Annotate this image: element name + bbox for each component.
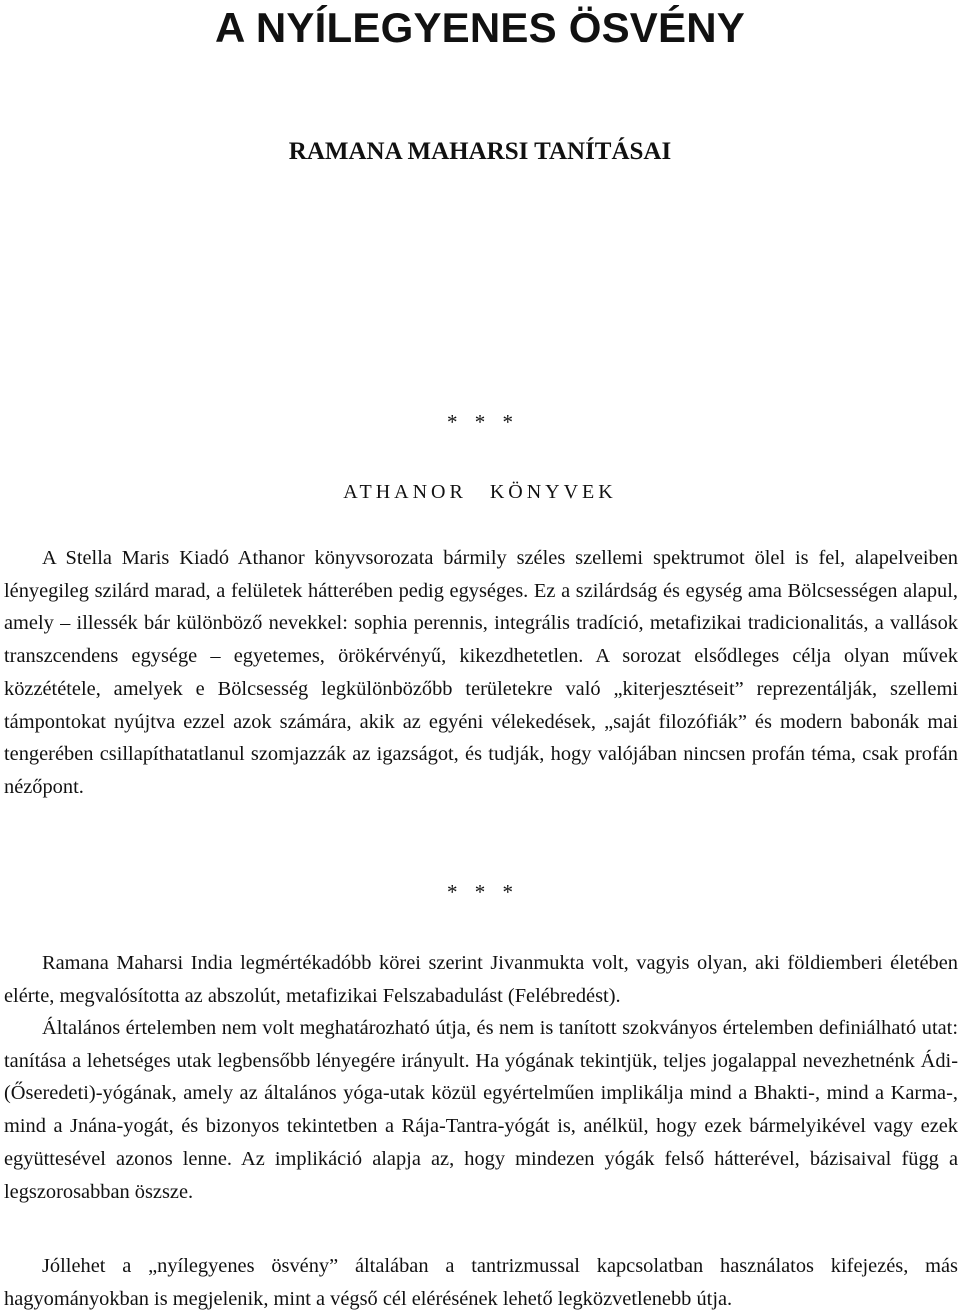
body-paragraph: Ramana Maharsi India legmértékadóbb körei szerint Jivanmukta volt, vagyis olyan, aki földiemberi életében elérte, megvalósította az abszolút, metafizikai Felszabadulást (Felébredést). bbox=[4, 952, 958, 1007]
series-description-paragraph: A Stella Maris Kiadó Athanor könyvsorozata bármily széles szellemi spektrumot ölel is fel, alapelveiben lényegileg szilárd marad, a felületek hátterében pedig egységes. Ez a szilárdság és egység ama Bölcsességen alapul, amely – illessék bár különböző nevekkel: sophia perennis, integrális tradíció, metafizikai tradicionalitás, a vallások transzcendens egysége – egyetemes, örökérvényű, kikezdhetetlen. A sorozat elsődleges célja olyan művek közzététele, amelyek e Bölcsesség legkülönbözőbb területekre való „kiterjesztéseit” reprezentálják, szellemi támpontokat nyújtva ezzel azok számára, akik az egyéni vélekedések, „saját filozófiák” és modern babonák mai tengerében csillapíthatatlanul szomjazzák az igazságot, és tudják, hogy valójában nincsen profán téma, csak profán nézőpont. bbox=[4, 547, 958, 798]
body-paragraph: Jóllehet a „nyílegyenes ösvény” általában a tantrizmussal kapcsolatban használatos kifejezés, más hagyományokban is megjelenik, mint a végső cél elérésének lehető legközvetlenebb útja. bbox=[4, 1255, 958, 1310]
section-separator: * * * bbox=[447, 880, 513, 904]
body-paragraph: Általános értelemben nem volt meghatározható útja, és nem is tanított szokványos értelemben definiálható utat: tanítása a lehetséges utak legbensőbb lényegére irányult. Ha yógának tekintjük, teljes jogalappal nevezhetnénk Ádi-(Őseredeti)-yógának, amely az általános yóga-utak közül egyértelműen implikálja mind a Bhakti-, mind a Karma-, mind a Jnána-yogát, és bizonyos tekintetben a Rája-Tantra-yógát is, anélkül, hogy ezek bármelyikével vagy ezek együttesével azonos lenne. Az implikáció alapja az, hogy mindezen yógák felső hátterével, bázisaival függ a legszorosabban öszsze. bbox=[4, 1017, 958, 1203]
section-separator: * * * bbox=[447, 410, 513, 434]
book-title: A NYÍLEGYENES ÖSVÉNY bbox=[215, 4, 745, 51]
book-subtitle: RAMANA MAHARSI TANÍTÁSAI bbox=[288, 138, 672, 165]
series-heading: ATHANOR KÖNYVEK bbox=[343, 481, 617, 503]
